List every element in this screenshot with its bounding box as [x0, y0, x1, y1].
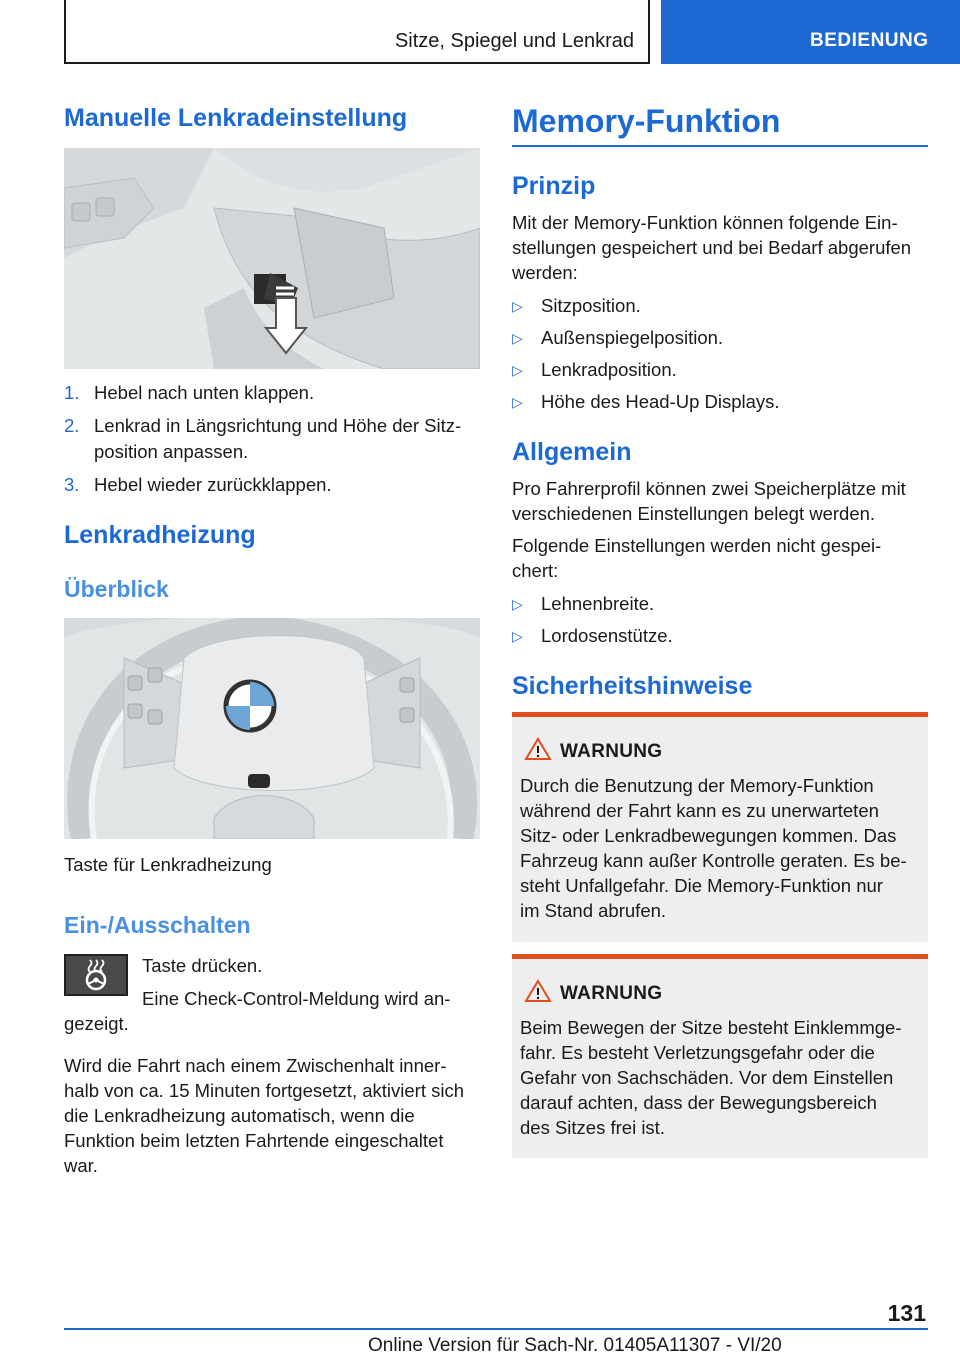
- step-3-number: 3.: [64, 474, 80, 495]
- warning-box: [512, 954, 928, 1158]
- warning-line: fahr. Es besteht Verletzungsgefahr oder die: [520, 1042, 875, 1063]
- not-saved-para: [512, 533, 881, 583]
- steering-wheel-figure: [64, 618, 480, 839]
- steering-lever-illustration: [64, 148, 480, 369]
- warning-line: steht Unfallgefahr. Die Memory-Funktion nur: [520, 875, 883, 896]
- triangle-bullet-icon: ▷: [512, 596, 523, 612]
- warning-line: im Stand abrufen.: [520, 900, 667, 921]
- step-1-text: Hebel nach unten klappen.: [94, 382, 315, 403]
- warning-label: WARNUNG: [560, 983, 663, 1004]
- general-line-2: verschiedenen Einstellungen belegt werden.: [512, 503, 876, 524]
- press-button-text: Taste drücken.: [142, 955, 263, 976]
- check-control-text-cont: gezeigt.: [64, 1013, 129, 1034]
- steering-heat-icon: [66, 956, 126, 994]
- memory-item-text: Sitzposition.: [541, 295, 641, 316]
- principle-line-3: werden:: [512, 262, 578, 283]
- memory-item-text: Außenspiegelposition.: [541, 327, 724, 348]
- not-saved-line-2: chert:: [512, 560, 559, 581]
- chapter-title: Sitze, Spiegel und Lenkrad: [394, 30, 634, 52]
- step-2-text-line2: position anpassen.: [94, 441, 249, 462]
- not-saved-line-1: Folgende Einstellungen werden nicht gespei-: [512, 535, 882, 556]
- memory-item-text: Lenkradposition.: [541, 359, 677, 380]
- auto-line-3: die Lenkradheizung automatisch, wenn die: [64, 1105, 415, 1126]
- check-control-text: Eine Check-Control-Meldung wird an-: [142, 988, 451, 1009]
- overview-heading: Überblick: [64, 576, 169, 602]
- auto-line-1: Wird die Fahrt nach einem Zwischenhalt inner-: [64, 1055, 447, 1076]
- footer-rule: [64, 1328, 928, 1330]
- on-off-heading: Ein-/Ausschalten: [64, 912, 251, 938]
- steering-lever-figure: [64, 148, 480, 369]
- auto-line-2: halb von ca. 15 Minuten fortgesetzt, aktiviert sich: [64, 1080, 465, 1101]
- auto-activation-para: [64, 1053, 464, 1178]
- memory-item-text: Höhe des Head-Up Displays.: [541, 391, 780, 412]
- step-2-number: 2.: [64, 415, 80, 436]
- page-number: 131: [887, 1300, 926, 1326]
- warning-triangle-icon: [524, 737, 552, 761]
- not-saved-item-text: Lordosenstütze.: [541, 625, 673, 646]
- triangle-bullet-icon: ▷: [512, 362, 523, 378]
- general-line-1: Pro Fahrerprofil können zwei Speicherplätze mit: [512, 478, 906, 499]
- auto-line-5: war.: [64, 1155, 98, 1176]
- header-section-tab[interactable]: [661, 0, 960, 64]
- manual-adjustment-heading: Manuelle Lenkradeinstellung: [64, 104, 408, 132]
- heating-button-image: [64, 954, 128, 996]
- warning-box: [512, 712, 928, 942]
- principle-para: [512, 210, 911, 285]
- step-2-text-line1: Lenkrad in Längsrichtung und Höhe der Sitz-: [94, 415, 462, 436]
- warning-line: während der Fahrt kann es zu unerwarteten: [520, 800, 879, 821]
- not-saved-item-text: Lehnenbreite.: [541, 593, 655, 614]
- general-para: [512, 476, 906, 526]
- figure-caption: Taste für Lenkradheizung: [64, 854, 272, 875]
- steering-heating-heading: Lenkradheizung: [64, 521, 256, 549]
- memory-function-heading: Memory-Funktion: [512, 103, 781, 139]
- warning-triangle-icon: [524, 979, 552, 1003]
- warning-line: Gefahr von Sachschäden. Vor dem Einstellen: [520, 1067, 894, 1088]
- warning-line: des Sitzes frei ist.: [520, 1117, 665, 1138]
- steering-wheel-illustration: [64, 618, 480, 839]
- warning-text: [520, 773, 924, 923]
- warning-label: WARNUNG: [560, 741, 663, 762]
- warning-line: Sitz- oder Lenkradbewegungen kommen. Das: [520, 825, 897, 846]
- safety-notes-heading: Sicherheitshinweise: [512, 672, 753, 700]
- warning-line: Fahrzeug kann außer Kontrolle geraten. Es be-: [520, 850, 907, 871]
- triangle-bullet-icon: ▷: [512, 628, 523, 644]
- header-chapter-box: [64, 0, 650, 64]
- warning-line: Durch die Benutzung der Memory-Funktion: [520, 775, 874, 796]
- triangle-bullet-icon: ▷: [512, 394, 523, 410]
- step-3-text: Hebel wieder zurückklappen.: [94, 474, 332, 495]
- step-1-number: 1.: [64, 382, 80, 403]
- general-heading: Allgemein: [512, 438, 632, 466]
- triangle-bullet-icon: ▷: [512, 298, 523, 314]
- principle-line-2: stellungen gespeichert und bei Bedarf abgerufen: [512, 237, 912, 258]
- principle-line-1: Mit der Memory-Funktion können folgende Ein-: [512, 212, 898, 233]
- triangle-bullet-icon: ▷: [512, 330, 523, 346]
- auto-line-4: Funktion beim letzten Fahrtende eingeschaltet: [64, 1130, 444, 1151]
- warning-text: [520, 1015, 924, 1140]
- principle-heading: Prinzip: [512, 172, 596, 200]
- heating-button-marker: [248, 774, 270, 788]
- section-label: BEDIENUNG: [810, 30, 929, 51]
- warning-line: Beim Bewegen der Sitze besteht Einklemmge-: [520, 1017, 902, 1038]
- heading-rule: [512, 145, 928, 147]
- warning-line: darauf achten, dass der Bewegungsbereich: [520, 1092, 877, 1113]
- online-version-text: Online Version für Sach-Nr. 01405A11307 - VI/20: [368, 1335, 782, 1356]
